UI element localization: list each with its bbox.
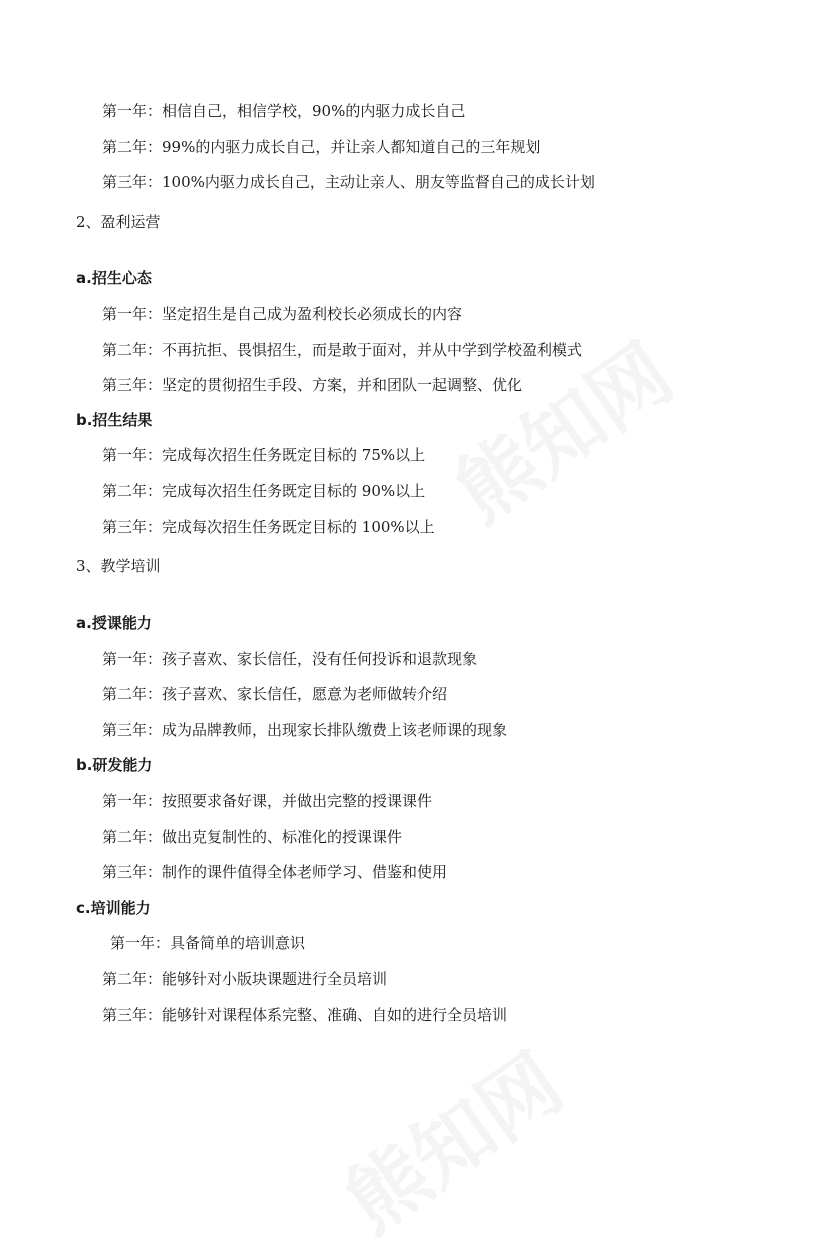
goal-item: 第三年：成为品牌教师，出现家长排队缴费上该老师课的现象 [102, 721, 508, 739]
goal-item: 第三年：能够针对课程体系完整、准确、自如的进行全员培训 [102, 1006, 508, 1024]
goal-item: 第一年：按照要求备好课，并做出完整的授课课件 [102, 792, 433, 810]
subsection-heading: b.招生结果 [76, 411, 153, 429]
goal-item: 第一年：具备简单的培训意识 [110, 934, 306, 952]
goal-item: 第一年：坚定招生是自己成为盈利校长必须成长的内容 [102, 305, 463, 323]
section-heading: 3、教学培训 [76, 557, 161, 575]
subsection-heading: a.授课能力 [76, 614, 152, 632]
section-heading: 2、盈利运营 [76, 213, 161, 231]
goal-item: 第三年：坚定的贯彻招生手段、方案，并和团队一起调整、优化 [102, 376, 523, 394]
goal-item: 第一年：完成每次招生任务既定目标的 75%以上 [102, 446, 426, 464]
goal-item: 第一年：相信自己，相信学校，90%的内驱力成长自己 [102, 102, 466, 120]
subsection-heading: c.培训能力 [76, 899, 151, 917]
watermark: 熊知网 [329, 1036, 579, 1251]
goal-item: 第二年：完成每次招生任务既定目标的 90%以上 [102, 482, 426, 500]
watermark: 熊知网 [439, 326, 689, 541]
goal-item: 第二年：99%的内驱力成长自己，并让亲人都知道自己的三年规划 [102, 138, 541, 156]
goal-item: 第二年：做出克复制性的、标准化的授课课件 [102, 828, 403, 846]
subsection-heading: b.研发能力 [76, 756, 153, 774]
goal-item: 第二年：不再抗拒、畏惧招生，而是敢于面对，并从中学到学校盈利模式 [102, 341, 583, 359]
goal-item: 第二年：孩子喜欢、家长信任，愿意为老师做转介绍 [102, 685, 448, 703]
goal-item: 第三年：制作的课件值得全体老师学习、借鉴和使用 [102, 863, 448, 881]
goal-item: 第三年：100%内驱力成长自己，主动让亲人、朋友等监督自己的成长计划 [102, 173, 595, 191]
goal-item: 第一年：孩子喜欢、家长信任，没有任何投诉和退款现象 [102, 650, 478, 668]
subsection-heading: a.招生心态 [76, 269, 152, 287]
goal-item: 第二年：能够针对小版块课题进行全员培训 [102, 970, 388, 988]
goal-item: 第三年：完成每次招生任务既定目标的 100%以上 [102, 518, 435, 536]
